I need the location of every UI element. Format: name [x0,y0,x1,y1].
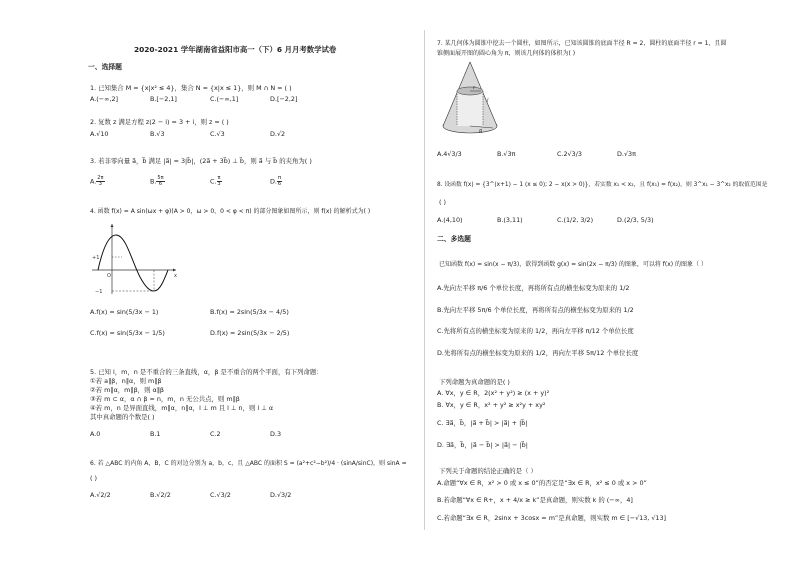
q5-option-c: C.2 [210,430,221,438]
q7-option-c: C.2√3/3 [557,150,582,158]
q2-option-b: B.√3 [150,130,165,138]
q10-option-c: C. ∃a⃗，b⃗，|a⃗ + b⃗| > |a⃗| + |b⃗| [437,419,528,427]
q4-option-d: D.f(x) = 2sin(5/3x − 2/5) [210,329,290,337]
q4-option-c: C.f(x) = sin(5/3x − 1/5) [90,329,165,337]
q3-b-denominator: 6 [158,181,163,187]
q4-label-x: x [174,273,177,279]
q11-option-b: B.若命题“∀x ∈ R+，x + 4/x ≥ k”是真命题，则实数 k 的 (−∞，4] [437,496,633,504]
q3-a-numerator: 2π [97,175,104,181]
question-8-stem: 8. 设函数 f(x) = {3^(x+1) − 1 (x ≤ 0); 2 − x(x > 0)}，若实数 x₁ < x₂，且 f(x₁) = f(x₂)，则 3^x₁ − 3^x₂ 的取值范围是 [437,182,768,188]
q5-statement-1: ①若 a∥β，n∥α，则 m∥β [90,377,162,385]
q6-paren: ( ) [90,474,98,482]
q6-option-d: D.√3/2 [270,491,292,499]
section-heading-multi: 二、多选题 [437,235,471,243]
q9-option-a: A.先向左平移 π/6 个单位长度，再将所有点的横坐标变为原来的 1/2 [437,284,630,292]
q4-sine-curve [98,235,168,291]
question-7-stem-line2: 锥侧面展开图的圆心角为 π，则该几何体的体积为( ) [437,50,576,57]
q4-x-arrow [173,269,176,272]
q3-option-b-letter: B. [150,177,157,186]
q7-cylinder-body [457,91,483,126]
q1-option-d: D.[−2,2] [270,95,298,103]
question-1-stem: 1. 已知集合 M = {x|x² ≤ 4}，集合 N = {x|x ≤ 1}，则 M ∩ N = ( ) [90,84,292,92]
q6-option-a: A.√2/2 [90,491,111,499]
q10-option-d: D. ∃a⃗，b⃗，|a⃗ − b⃗| > |a⃗| − |b⃗| [437,441,528,449]
q4-sine-graph [88,222,180,298]
column-divider [424,30,425,530]
q5-option-d: D.3 [270,430,282,438]
q7-option-b: B.√3π [497,150,516,158]
q5-option-a: A.0 [90,430,101,438]
q1-option-c: C.(−∞,1] [210,95,239,103]
q9-option-b: B.先向左平移 5π/6 个单位长度，再将所有点的横坐标变为原来的 1/2 [437,306,634,314]
q7-label-R: R [479,129,483,135]
q9-option-c: C.先将所有点的横坐标变为原来的 1/2，再向左平移 π/12 个单位长度 [437,327,634,335]
q5-statement-4: ④若 m，n 是异面直线，m∥α，n∥α，l ⊥ m 且 l ⊥ n，则 l ⊥ α [90,404,274,412]
question-2-stem: 2. 复数 z 满足方程 z(2 − i) = 3 + i，则 z = ( ) [90,118,229,126]
question-10-stem: 下列命题为真命题的是( ) [439,378,510,386]
q7-option-a: A.4√3/3 [437,150,462,158]
q3-c-denominator: 3 [217,181,221,187]
q3-a-denominator: 3 [98,181,102,187]
q7-label-r: r [473,85,476,91]
q2-option-d: D.√2 [270,130,286,138]
q1-option-b: B.[−2,1] [150,95,177,103]
q3-c-numerator: π [217,175,221,181]
q3-b-numerator: 5π [157,175,164,181]
exam-title: 2020-2021 学年湖南省益阳市高一（下）6 月月考数学试卷 [134,45,337,54]
q3-option-c [210,176,222,187]
q11-option-a: A.命题“∀x ∈ R，x² > 0 或 x ≤ 0”的否定是“∃x ∈ R，x² ≤ 0 或 x > 0” [437,479,647,487]
question-3-stem: 3. 若非零向量 a⃗，b⃗ 满足 |a⃗| = 3|b⃗|，(2a⃗ + 3b⃗) ⊥ b⃗，则 a⃗ 与 b⃗ 的夹角为( ) [90,157,312,165]
question-6-stem: 6. 若 △ABC 的内角 A，B，C 的对边分别为 a，b，c，且 △ABC 的面积 S = (a²+c²−b²)/4 · (sinA/sinC)，则 sinA = [90,460,407,467]
q2-option-c: C.√3 [210,130,225,138]
q4-option-a: A.f(x) = sin(5/3x − 1) [90,308,159,316]
q3-option-c-letter: C. [210,177,217,186]
q3-option-b [150,176,165,187]
section-heading-choice: 一、选择题 [88,63,122,71]
q8-option-d: D.(2/3, 5/3) [617,216,654,224]
q7-label-l: l [487,98,489,104]
q8-paren: ( ) [439,198,447,206]
q6-option-c: C.√3/2 [210,491,231,499]
q11-option-c: C.若命题“∃x ∈ R，2sinx + 3cosx = m”是真命题，则实数 m ∈ [−√13, √13] [437,514,667,522]
question-9-stem: 已知函数 f(x) = sin(x − π/3)，欲得到函数 g(x) = sin(2x − π/3) 的图象，可以将 f(x) 的图象（ ） [439,261,707,268]
q2-option-a: A.√10 [90,130,109,138]
q8-option-c: C.(1/2, 3/2) [557,216,594,224]
q4-label-plus1: +1 [92,255,100,261]
q7-option-d: D.√3π [617,150,636,158]
q8-option-a: A.(4,10) [437,216,463,224]
q4-option-b: B.f(x) = 2sin(5/3x − 4/5) [210,308,289,316]
question-5-stem: 5. 已知 l，m，n 是不重合的三条直线，α，β 是不重合的两个平面，有下列命题： [90,368,323,376]
q4-label-minus1: −1 [95,289,103,295]
q9-option-d: D.先将所有点的横坐标变为原来的 1/2，再向左平移 5π/12 个单位长度 [437,349,639,357]
q3-option-a [90,176,105,187]
q10-option-a: A. ∀x，y ∈ R，2(x² + y²) ≥ (x + y)² [437,389,550,397]
q3-d-numerator: π [277,175,281,181]
question-7-stem-line1: 7. 某几何体为圆锥中挖去一个圆柱，如图所示，已知该圆锥的底面半径 R = 2，圆柱的底面半径 r = 1，且圆 [437,40,727,47]
q5-option-b: B.1 [150,430,161,438]
q8-option-b: B.(3,11) [497,216,523,224]
q10-option-b: B. ∀x，y ∈ R，x² + y² ≥ x²y + xy² [437,401,546,409]
q7-cone-cylinder-figure [439,58,501,138]
q3-d-denominator: 6 [277,181,282,187]
q5-statement-3: ③若 m ⊂ α，α ∩ β = n，m，n 无公共点，则 m∥β [90,395,240,403]
q3-option-d [270,176,282,187]
q4-label-origin: O [107,273,111,279]
q5-question-line: 其中真命题的个数是( ) [90,413,155,421]
question-11-stem: 下列关于命题的结论正确的是（ ） [439,467,537,475]
question-4-stem: 4. 函数 f(x) = A sin(ωx + φ)(A > 0，ω > 0，0 < φ < π) 的部分图象如图所示，则 f(x) 的解析式为( ) [90,208,371,215]
q3-option-d-letter: D. [270,177,277,186]
q6-option-b: B.√2/2 [150,491,171,499]
q5-statement-2: ②若 m∥α，m∥β，则 α∥β [90,386,164,394]
q4-y-arrow [111,224,114,227]
q3-option-a-letter: A. [90,177,97,186]
q1-option-a: A.(−∞,2] [90,95,119,103]
